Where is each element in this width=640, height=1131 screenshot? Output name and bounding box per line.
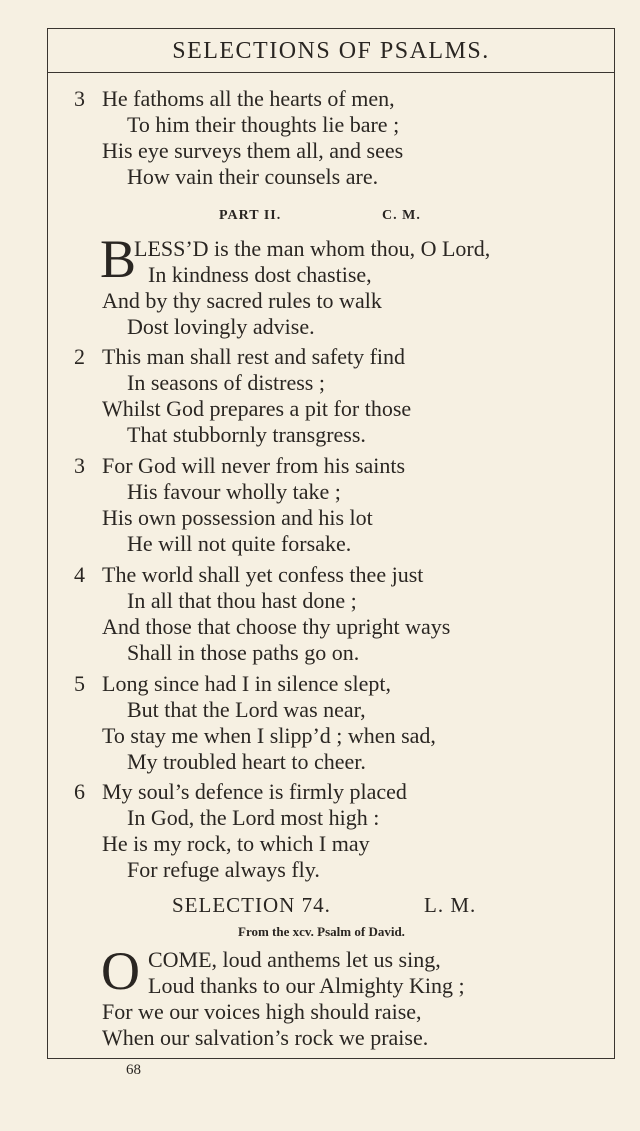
verse-line: Whilst God prepares a pit for those	[102, 396, 412, 421]
verse-line: Dost lovingly advise.	[127, 314, 315, 339]
header-rule	[47, 72, 615, 73]
verse-line: To him their thoughts lie bare ;	[127, 112, 400, 137]
selection-heading: SELECTION 74.	[172, 893, 331, 917]
page-number: 68	[126, 1062, 141, 1078]
verse-line: My soul’s defence is firmly placed	[102, 779, 407, 804]
stanza-number: 5	[74, 671, 85, 696]
verse-line: To stay me when I slipp’d ; when sad,	[102, 723, 436, 748]
verse-line: Loud thanks to our Almighty King ;	[148, 973, 465, 998]
meter-label: C. M.	[382, 208, 421, 223]
verse-line: COME, loud anthems let us sing,	[148, 947, 441, 972]
verse-line: LESS’D is the man whom thou, O Lord,	[134, 236, 491, 261]
verse-line: That stubbornly transgress.	[127, 422, 366, 447]
verse-line: And those that choose thy upright ways	[102, 614, 451, 639]
verse-line: The world shall yet confess thee just	[102, 562, 424, 587]
dropcap: B	[100, 229, 137, 289]
stanza-number: 2	[74, 344, 85, 369]
verse-line: For God will never from his saints	[102, 453, 406, 478]
verse-line: When our salvation’s rock we praise.	[102, 1025, 429, 1050]
verse-line: How vain their counsels are.	[127, 164, 379, 189]
selection-source: From the xcv. Psalm of David.	[238, 924, 405, 939]
verse-line: In seasons of distress ;	[127, 370, 325, 395]
verse-line: Long since had I in silence slept,	[102, 671, 391, 696]
dropcap: O	[101, 941, 140, 1001]
verse-line: His favour wholly take ;	[127, 479, 341, 504]
verse-line: For refuge always fly.	[127, 857, 320, 882]
page-title: SELECTIONS OF PSALMS.	[172, 38, 490, 64]
verse-line: For we our voices high should raise,	[102, 999, 422, 1024]
bottom-rule	[47, 1058, 615, 1059]
verse-line: His eye surveys them all, and sees	[102, 138, 404, 163]
part-label: PART II.	[219, 208, 282, 223]
verse-line: In kindness dost chastise,	[148, 262, 372, 287]
verse-line: And by thy sacred rules to walk	[102, 288, 382, 313]
verse-line: In all that thou hast done ;	[127, 588, 357, 613]
stanza-number: 4	[74, 562, 85, 587]
verse-line: Shall in those paths go on.	[127, 640, 360, 665]
verse-line: This man shall rest and safety find	[102, 344, 406, 369]
verse-line: He is my rock, to which I may	[102, 831, 370, 856]
selection-meter: L. M.	[424, 893, 477, 917]
verse-line: He will not quite forsake.	[127, 531, 352, 556]
verse-line: He fathoms all the hearts of men,	[102, 86, 395, 111]
verse-line: His own possession and his lot	[102, 505, 373, 530]
verse-line: But that the Lord was near,	[127, 697, 366, 722]
verse-line: My troubled heart to cheer.	[127, 749, 366, 774]
stanza-number: 6	[74, 779, 85, 804]
stanza-number: 3	[74, 453, 85, 478]
stanza-number: 3	[74, 86, 85, 111]
verse-line: In God, the Lord most high :	[127, 805, 380, 830]
